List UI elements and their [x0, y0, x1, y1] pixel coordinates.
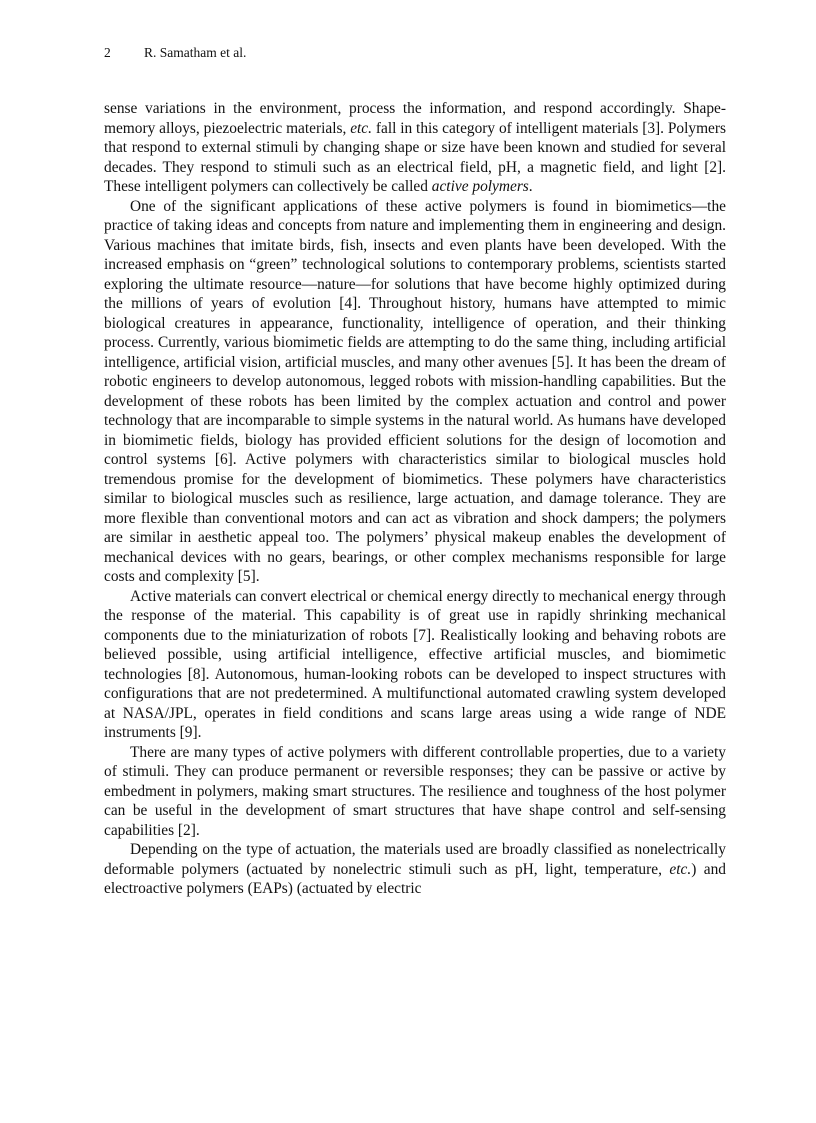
- paragraph-2: One of the significant applications of these active polymers is found in biomimetics—the practice of taking ideas and concepts from nature and implementing them in engineering and design. Various machines that imitate birds, fish, insects and even plants have been developed. With the increased emphasis on “green” technological solutions to contemporary problems, scientists started exploring the ultimate resource—nature—for solutions that have become highly optimized during the millions of years of evolution [4]. Throughout history, humans have attempted to mimic biological creatures in appearance, functionality, intelligence of operation, and their thinking process. Currently, various biomimetic fields are attempting to do the same thing, including artificial intelligence, artificial vision, artificial muscles, and many other avenues [5]. It has been the dream of robotic engineers to develop autonomous, legged robots with mission-handling capabilities. But the development of these robots has been limited by the complex actuation and control and power technology that are incomparable to simple systems in the natural world. As humans have developed in biomimetic fields, biology has provided efficient solutions for the design of locomotion and control systems [6]. Active polymers with characteristics similar to biological muscles hold tremendous promise for the development of biomimetics. These polymers have characteristics similar to biological muscles such as resilience, large actuation, and damage tolerance. They are more flexible than conventional motors and can act as vibration and shock dampers; the polymers are similar in aesthetic appeal too. The polymers’ physical makeup enables the development of mechanical devices with no gears, bearings, or other complex mechanisms responsible for large costs and complexity [5].: [104, 197, 726, 585]
- emphasis-etc: etc.: [669, 860, 692, 878]
- paragraph-3: Active materials can convert electrical or chemical energy directly to mechanical energy through the response of the material. This capability is of great use in rapidly shrinking mechanical components due to the miniaturization of robots [7]. Realistically looking and behaving robots are believed possible, using artificial intelligence, effective artificial muscles, and biomimetic technologies [8]. Autonomous, human-looking robots can be developed to inspect structures with configurations that are not predetermined. A multifunctional automated crawling system developed at NASA/JPL, operates in field conditions and scans large areas using a wide range of NDE instruments [9].: [104, 587, 726, 741]
- paragraph-1: sense variations in the environment, process the information, and respond accordingly. Shape-memory alloys, piezoelectric materials, etc. fall in this category of intelligent materials [3]. Polymers that respond to external stimuli by changing shape or size have been known and studied for several decades. They respond to stimuli such as an electrical field, pH, a magnetic field, and light [2]. These intelligent polymers can collectively be called active polymers.: [104, 100, 726, 195]
- emphasis-etc: etc.: [350, 119, 372, 137]
- paragraph-5: Depending on the type of actuation, the materials used are broadly classified as nonelectrically deformable polymers (actuated by nonelectric stimuli such as pH, light, temperature, etc.) and electroactive polymers (EAPs) (actuated by electric: [104, 841, 726, 897]
- paragraph-4: There are many types of active polymers with different controllable properties, due to a variety of stimuli. They can produce permanent or reversible responses; they can be passive or active by embedment in polymers, making smart structures. The resilience and toughness of the host polymer can be useful in the development of smart structures that have shape control and self-sensing capabilities [2].: [104, 743, 726, 839]
- page-number: 2: [104, 45, 111, 60]
- running-header: [104, 44, 246, 62]
- body-text: [104, 99, 726, 899]
- running-head-authors: R. Samatham et al.: [144, 45, 247, 60]
- emphasis-active-polymers: active polymers: [431, 178, 529, 195]
